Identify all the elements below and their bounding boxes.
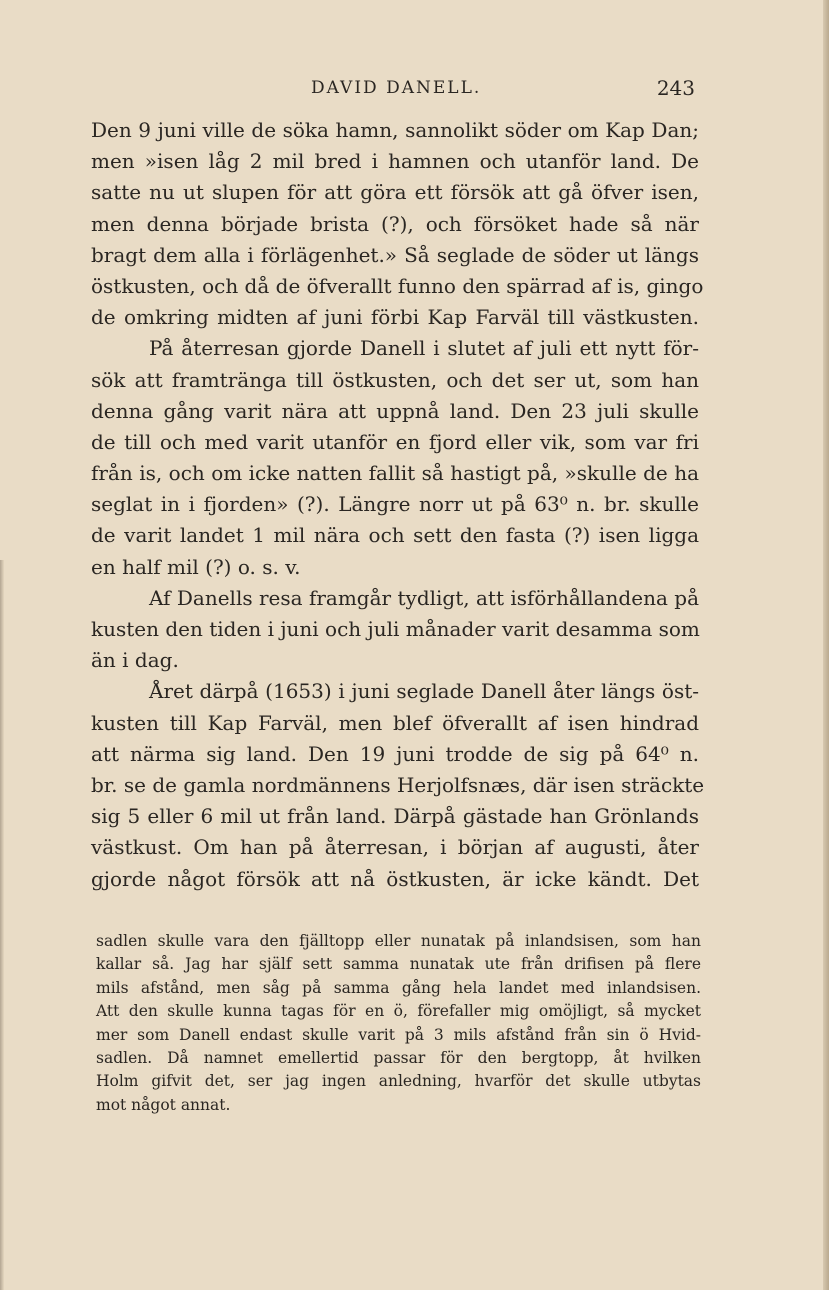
body-line: bragt dem alla i förlägenhet.» Så seglade de söder ut längs [91, 242, 699, 267]
body-line: men »isen låg 2 mil bred i hamnen och utanför land. De [91, 149, 699, 174]
footnote-line: mils afstånd, men såg på samma gång hela landet med inlandsisen. [96, 978, 701, 997]
body-text [91, 115, 705, 895]
footnote-line: Att den skulle kunna tagas för en ö, förefaller mig omöjligt, så mycket [96, 1002, 701, 1021]
body-line: en half mil (?) o. s. v. [91, 554, 301, 579]
footnote-line: sadlen. Då namnet emellertid passar för den bergtopp, åt hvilken [96, 1048, 701, 1067]
body-line: än i dag. [91, 648, 179, 673]
body-line: från is, och om icke natten fallit så hastigt på, »skulle de ha [91, 461, 699, 486]
footnote-line: kallar så. Jag har själf sett samma nunatak ute från drifisen på flere [96, 955, 701, 974]
body-line: de omkring midten af juni förbi Kap Farväl till västkusten. [91, 305, 699, 330]
body-line: denna gång varit nära att uppnå land. Den 23 juli skulle [91, 398, 699, 423]
body-line: kusten den tiden i juni och juli månader varit desamma som [91, 617, 700, 641]
body-line: västkust. Om han på återresan, i början af augusti, åter [91, 835, 699, 860]
body-line: men denna började brista (?), och försöket hade så när [91, 211, 699, 236]
body-line: kusten till Kap Farväl, men blef öfverallt af isen hindrad [91, 710, 699, 735]
body-line: sig 5 eller 6 mil ut från land. Därpå gästade han Grönlands [91, 804, 699, 829]
footnote-line: mot något annat. [96, 1095, 231, 1114]
body-line: Af Danells resa framgår tydligt, att isförhållandena på [149, 585, 699, 610]
body-line: de varit landet 1 mil nära och sett den fasta (?) isen ligga [91, 523, 699, 548]
body-line: seglat in i fjorden» (?). Längre norr ut på 63⁰ n. br. skulle [91, 492, 699, 517]
body-line: satte nu ut slupen för att göra ett försök att gå öfver isen, [91, 180, 699, 205]
footnote-line: mer som Danell endast skulle varit på 3 mils afstånd från sin ö Hvid- [96, 1025, 701, 1044]
body-line: Året därpå (1653) i juni seglade Danell åter längs öst- [149, 679, 699, 704]
running-head [91, 74, 699, 104]
page-number: 243 [656, 76, 695, 100]
running-head-title: DAVID DANELL. [311, 78, 482, 98]
body-line: br. se de gamla nordmännens Herjolfsnæs, där isen sträckte [91, 772, 705, 797]
footnote [96, 930, 701, 1117]
footnote-line: sadlen skulle vara den fjälltopp eller nunatak på inlandsisen, som han [96, 932, 701, 950]
body-line: östkusten, och då de öfverallt funno den spärrad af is, gingo [91, 273, 704, 298]
page-edge [823, 0, 829, 1290]
body-line: de till och med varit utanför en fjord eller vik, som var fri [91, 429, 699, 454]
body-line: På återresan gjorde Danell i slutet af juli ett nytt för- [149, 336, 699, 361]
body-line: Den 9 juni ville de söka hamn, sannolikt söder om Kap Dan; [91, 118, 699, 142]
body-line: att närma sig land. Den 19 juni trodde de sig på 64⁰ n. [91, 741, 699, 766]
binding-shadow [0, 560, 4, 1290]
body-line: sök att framtränga till östkusten, och det ser ut, som han [91, 367, 699, 392]
footnote-line: Holm gifvit det, ser jag ingen anledning, hvarför det skulle utbytas [96, 1072, 701, 1091]
body-line: gjorde något försök att nå östkusten, är icke kändt. Det [91, 866, 699, 891]
